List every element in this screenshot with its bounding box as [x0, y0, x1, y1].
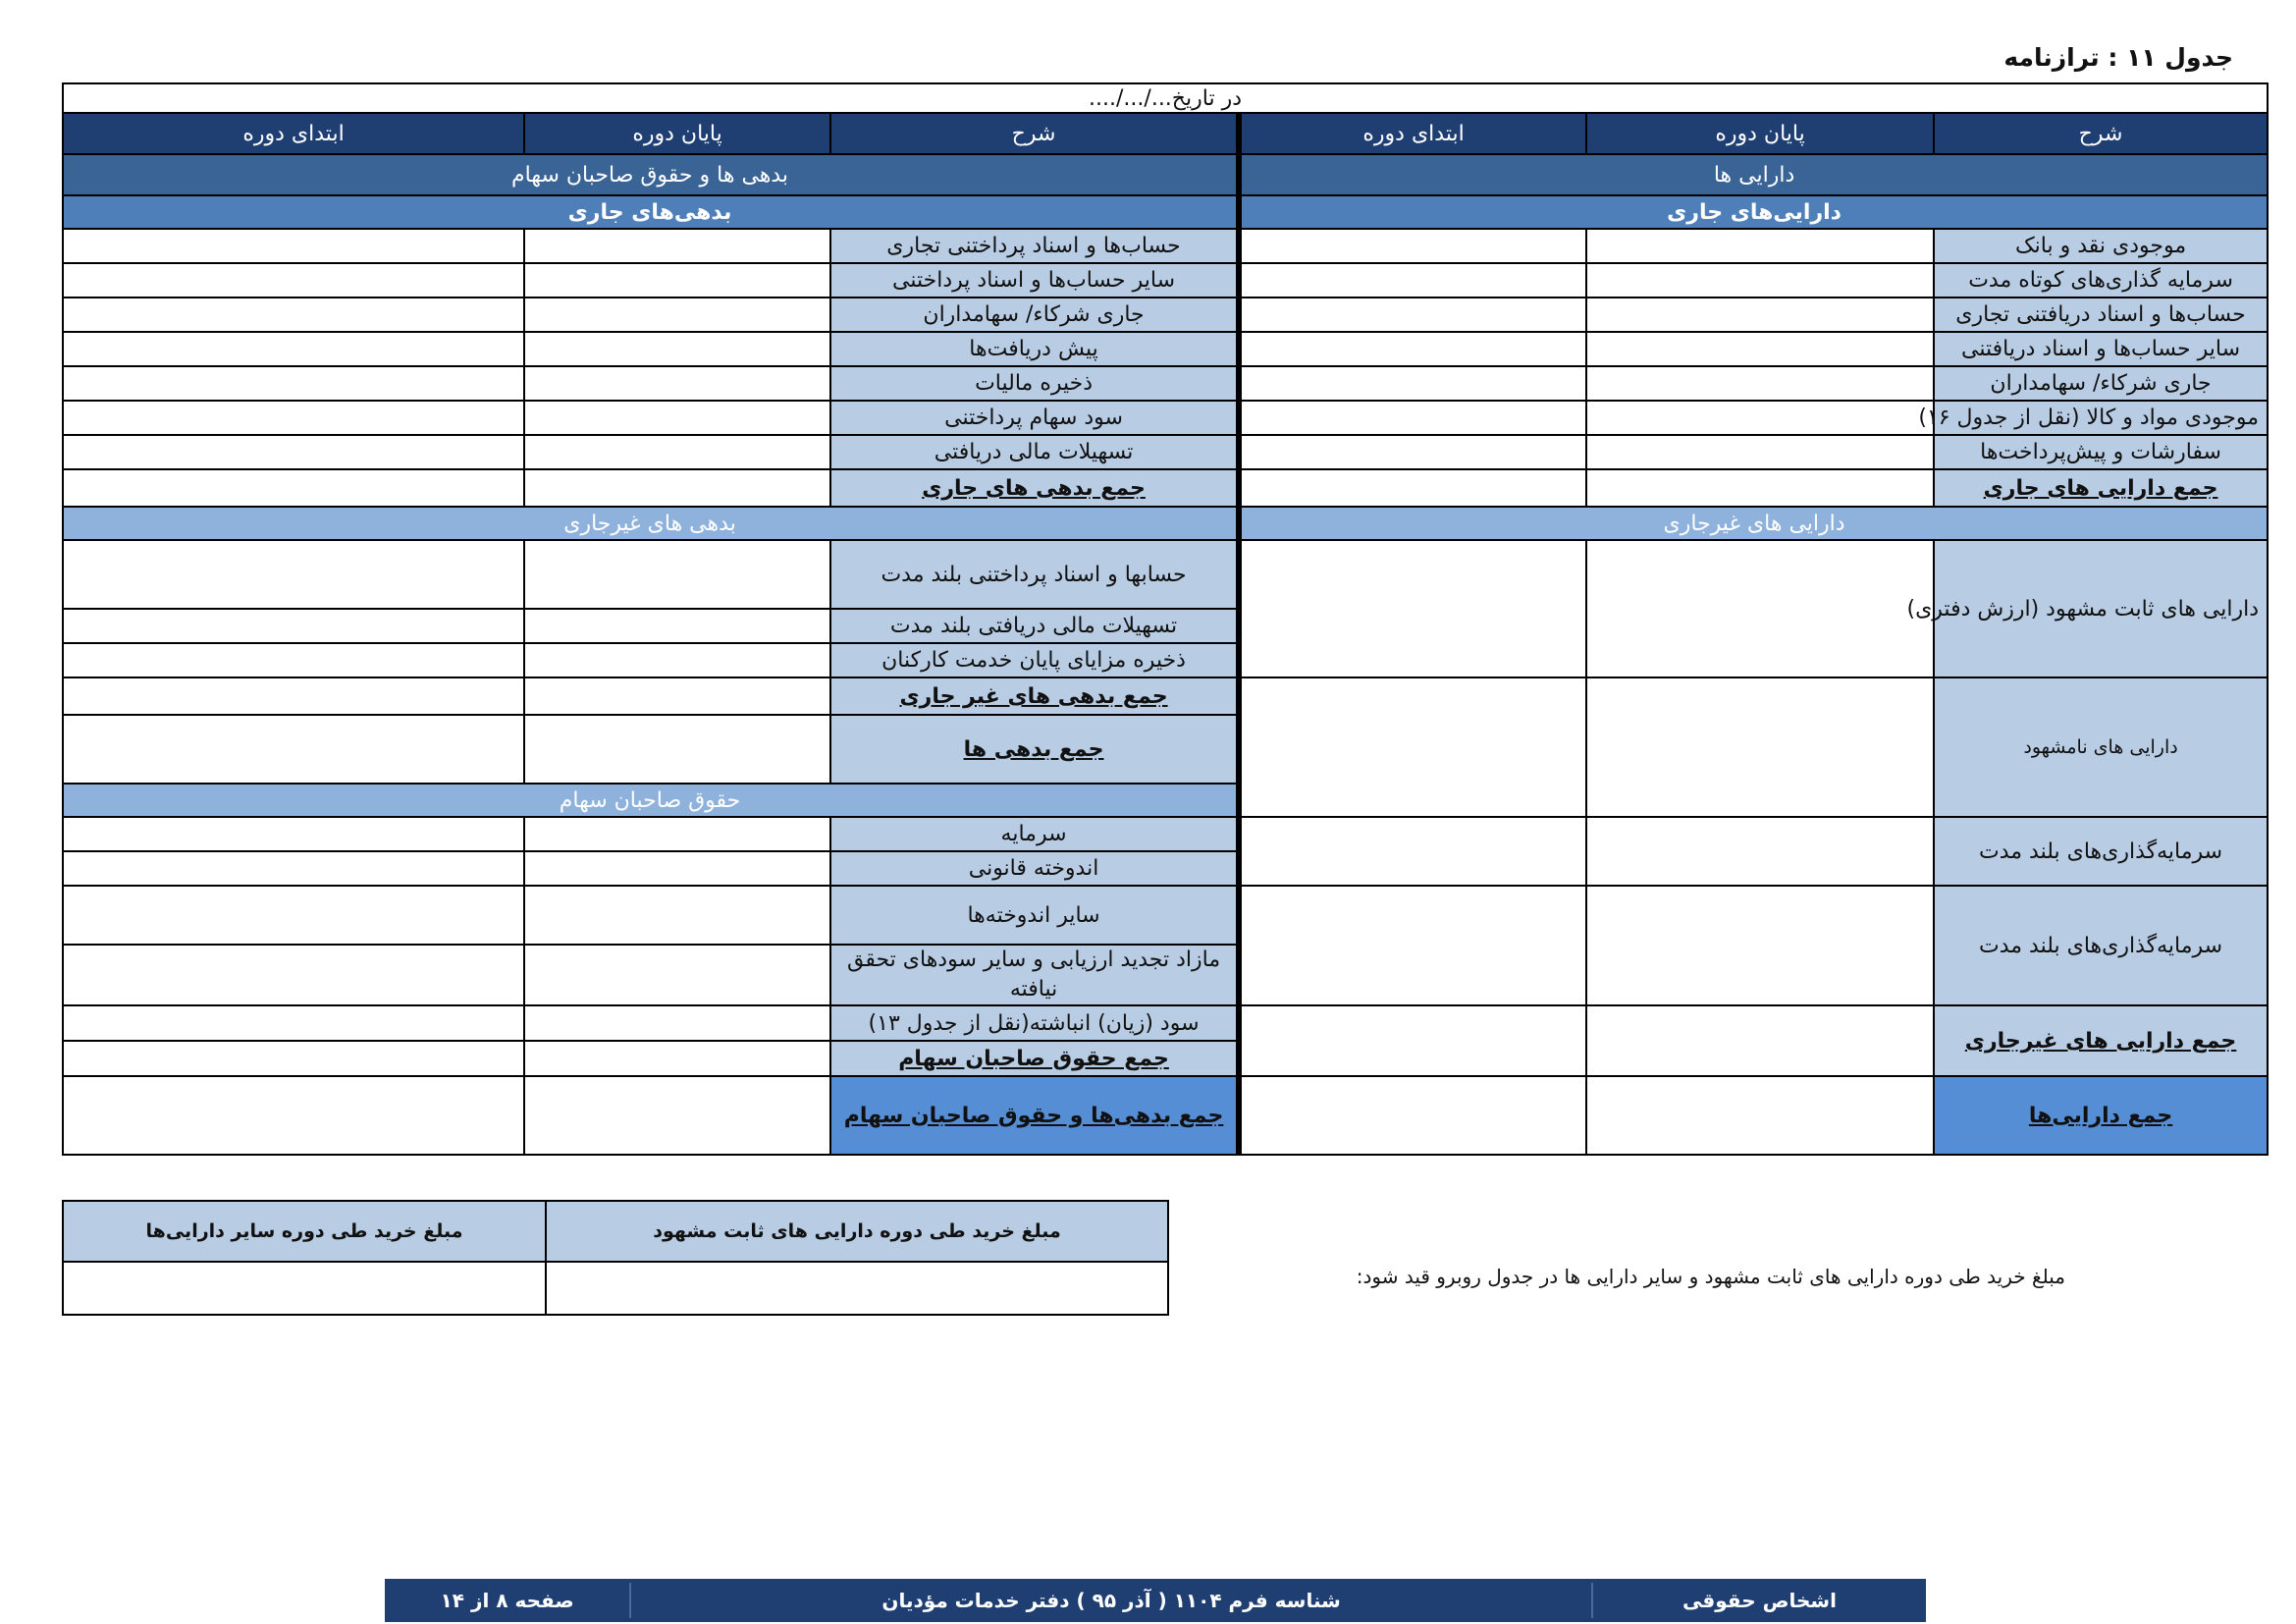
- purchase-note: مبلغ خرید طی دوره دارایی های ثابت مشهود و سایر دارایی ها در جدول روبرو قید شود:: [1356, 1265, 2065, 1288]
- value-cell[interactable]: [1586, 817, 1934, 886]
- value-cell[interactable]: [524, 263, 830, 298]
- asset-label: حساب‌ها و اسناد دریافتنی تجاری: [1934, 298, 2268, 332]
- value-cell[interactable]: [1586, 366, 1934, 401]
- value-cell[interactable]: [63, 298, 524, 332]
- value-cell[interactable]: [1586, 469, 1934, 507]
- table-row: [63, 229, 2268, 263]
- section-current-liabilities: بدهی‌های جاری: [63, 195, 1239, 229]
- value-cell[interactable]: [63, 540, 524, 609]
- value-cell[interactable]: [63, 609, 524, 643]
- value-cell[interactable]: [63, 1041, 524, 1076]
- date-line: در تاریخ.../.../....: [63, 83, 2268, 113]
- footer-form-id: شناسه فرم ۱۱۰۴ ( آذر ۹۵ ) دفتر خدمات مؤدیان: [629, 1583, 1591, 1618]
- header-assets-description: شرح: [1934, 113, 2268, 154]
- noncurrent-assets-total-label: جمع دارایی های غیرجاری: [1934, 1005, 2268, 1076]
- asset-label: موجودی نقد و بانک: [1934, 229, 2268, 263]
- value-cell[interactable]: [63, 886, 524, 945]
- liability-label: ذخیره مزایای پایان خدمت کارکنان: [830, 643, 1239, 677]
- value-cell[interactable]: [1586, 1076, 1934, 1155]
- value-cell[interactable]: [524, 945, 830, 1005]
- value-cell[interactable]: [63, 469, 524, 507]
- value-cell[interactable]: [1239, 886, 1586, 1005]
- value-cell[interactable]: [1239, 469, 1586, 507]
- value-cell[interactable]: [1239, 1005, 1586, 1076]
- balance-sheet-table: [62, 82, 2269, 1156]
- value-cell[interactable]: [1239, 366, 1586, 401]
- value-cell[interactable]: [1586, 540, 1934, 677]
- table-row: [63, 298, 2268, 332]
- value-cell[interactable]: [1586, 677, 1934, 817]
- value-cell[interactable]: [524, 609, 830, 643]
- page-title: جدول ۱۱ : ترازنامه: [2003, 43, 2233, 72]
- lt-investment-label: سرمایه‌گذاری‌های بلند مدت: [1934, 886, 2268, 1005]
- value-cell[interactable]: [1586, 401, 1934, 435]
- table-row: [63, 263, 2268, 298]
- value-cell[interactable]: [63, 263, 524, 298]
- value-cell[interactable]: [546, 1262, 1168, 1315]
- column-header-row: [63, 113, 2268, 154]
- value-cell[interactable]: [524, 366, 830, 401]
- value-cell[interactable]: [524, 643, 830, 677]
- section-equity: حقوق صاحبان سهام: [63, 784, 1239, 817]
- value-cell[interactable]: [1239, 332, 1586, 366]
- footer-page-number: صفحه ۸ از ۱۴: [440, 1589, 574, 1612]
- value-cell[interactable]: [63, 817, 524, 851]
- header-assets-start: ابتدای دوره: [1239, 113, 1586, 154]
- value-cell[interactable]: [524, 435, 830, 469]
- asset-label: سفارشات و پیش‌پرداخت‌ها: [1934, 435, 2268, 469]
- table-row: [63, 332, 2268, 366]
- subsection-row: [63, 195, 2268, 229]
- liability-label: پیش دریافت‌ها: [830, 332, 1239, 366]
- liability-label: سایر حساب‌ها و اسناد پرداختنی: [830, 263, 1239, 298]
- value-cell[interactable]: [524, 229, 830, 263]
- section-row: [63, 154, 2268, 195]
- value-cell[interactable]: [1586, 1005, 1934, 1076]
- current-liabilities-total-label: جمع بدهی های جاری: [830, 469, 1239, 507]
- table-row: [63, 1005, 2268, 1041]
- value-cell[interactable]: [524, 715, 830, 784]
- value-cell[interactable]: [524, 886, 830, 945]
- liability-label: جاری شرکاء/ سهامداران: [830, 298, 1239, 332]
- fixed-assets-purchase-header: مبلغ خرید طی دوره دارایی های ثابت مشهود: [546, 1201, 1168, 1262]
- date-row: [63, 83, 2268, 113]
- asset-label: موجودی مواد و کالا (نقل از جدول ۱۶): [1934, 401, 2268, 435]
- value-cell[interactable]: [63, 715, 524, 784]
- value-cell[interactable]: [1586, 886, 1934, 1005]
- purchase-table: [62, 1200, 1169, 1316]
- table-row: [63, 366, 2268, 401]
- purchase-header-row: [63, 1201, 1168, 1262]
- value-cell[interactable]: [63, 1076, 524, 1155]
- value-cell[interactable]: [63, 1005, 524, 1041]
- section-liabilities: بدهی ها و حقوق صاحبان سهام: [63, 154, 1239, 195]
- total-row: [63, 469, 2268, 507]
- lt-investment-label: سرمایه‌گذاری‌های بلند مدت: [1934, 817, 2268, 886]
- value-cell[interactable]: [63, 332, 524, 366]
- value-cell[interactable]: [1239, 817, 1586, 886]
- total-liabilities-label: جمع بدهی ها: [830, 715, 1239, 784]
- value-cell[interactable]: [524, 1041, 830, 1076]
- value-cell[interactable]: [524, 1076, 830, 1155]
- intangible-assets-label: دارایی های نامشهود: [1934, 677, 2268, 817]
- subsection-row: [63, 507, 2268, 540]
- value-cell[interactable]: [63, 435, 524, 469]
- table-row: [63, 886, 2268, 945]
- liability-label: حساب‌ها و اسناد پرداختنی تجاری: [830, 229, 1239, 263]
- value-cell[interactable]: [1239, 229, 1586, 263]
- section-noncurrent-liabilities: بدهی های غیرجاری: [63, 507, 1239, 540]
- value-cell[interactable]: [63, 851, 524, 886]
- value-cell[interactable]: [63, 677, 524, 715]
- value-cell[interactable]: [1239, 298, 1586, 332]
- table-row: [63, 435, 2268, 469]
- table-row: [63, 677, 2268, 715]
- value-cell[interactable]: [1239, 263, 1586, 298]
- equity-label: سرمایه: [830, 817, 1239, 851]
- purchase-value-row: [63, 1262, 1168, 1315]
- value-cell[interactable]: [524, 332, 830, 366]
- value-cell[interactable]: [524, 401, 830, 435]
- liability-label: ذخیره مالیات: [830, 366, 1239, 401]
- value-cell[interactable]: [1586, 298, 1934, 332]
- value-cell[interactable]: [524, 677, 830, 715]
- footer-entity: اشخاص حقوقی: [1591, 1583, 1926, 1618]
- value-cell[interactable]: [1239, 1076, 1586, 1155]
- equity-total-label: جمع حقوق صاحبان سهام: [830, 1041, 1239, 1076]
- value-cell[interactable]: [63, 1262, 546, 1315]
- value-cell[interactable]: [63, 229, 524, 263]
- noncurrent-liabilities-total-label: جمع بدهی های غیر جاری: [830, 677, 1239, 715]
- value-cell[interactable]: [63, 945, 524, 1005]
- header-liabilities-start: ابتدای دوره: [63, 113, 524, 154]
- section-noncurrent-assets: دارایی های غیرجاری: [1239, 507, 2268, 540]
- table-row: [63, 817, 2268, 851]
- liability-label: سود سهام پرداختنی: [830, 401, 1239, 435]
- liability-label: تسهیلات مالی دریافتی بلند مدت: [830, 609, 1239, 643]
- asset-label: جاری شرکاء/ سهامداران: [1934, 366, 2268, 401]
- total-assets-label: جمع دارایی‌ها: [1934, 1076, 2268, 1155]
- header-liabilities-end: پایان دوره: [524, 113, 830, 154]
- value-cell[interactable]: [63, 401, 524, 435]
- value-cell[interactable]: [524, 851, 830, 886]
- value-cell[interactable]: [1586, 263, 1934, 298]
- grand-total-row: [63, 1076, 2268, 1155]
- value-cell[interactable]: [1586, 332, 1934, 366]
- value-cell[interactable]: [1239, 540, 1586, 677]
- fixed-assets-label: دارایی های ثابت مشهود (ارزش دفتری): [1934, 540, 2268, 677]
- value-cell[interactable]: [1586, 435, 1934, 469]
- value-cell[interactable]: [524, 298, 830, 332]
- equity-label: سود (زیان) انباشته(نقل از جدول ۱۳): [830, 1005, 1239, 1041]
- header-assets-end: پایان دوره: [1586, 113, 1934, 154]
- equity-label: مازاد تجدید ارزیابی و سایر سودهای تحقق نیافته: [830, 945, 1239, 1005]
- equity-label: سایر اندوخته‌ها: [830, 886, 1239, 945]
- value-cell[interactable]: [524, 540, 830, 609]
- value-cell[interactable]: [63, 643, 524, 677]
- value-cell[interactable]: [1239, 677, 1586, 817]
- page-footer: [385, 1579, 1926, 1622]
- value-cell[interactable]: [524, 817, 830, 851]
- liability-label: تسهیلات مالی دریافتی: [830, 435, 1239, 469]
- value-cell[interactable]: [63, 366, 524, 401]
- equity-label: اندوخته قانونی: [830, 851, 1239, 886]
- section-assets: دارایی ها: [1239, 154, 2268, 195]
- asset-label: سرمایه گذاری‌های کوتاه مدت: [1934, 263, 2268, 298]
- header-liabilities-description: شرح: [830, 113, 1239, 154]
- total-liabilities-equity-label: جمع بدهی‌ها و حقوق صاحبان سهام: [830, 1076, 1239, 1155]
- table-row: [63, 401, 2268, 435]
- other-assets-purchase-header: مبلغ خرید طی دوره سایر دارایی‌ها: [63, 1201, 546, 1262]
- value-cell[interactable]: [1239, 401, 1586, 435]
- current-assets-total-label: جمع دارایی های جاری: [1934, 469, 2268, 507]
- asset-label: سایر حساب‌ها و اسناد دریافتنی: [1934, 332, 2268, 366]
- section-current-assets: دارایی‌های جاری: [1239, 195, 2268, 229]
- value-cell[interactable]: [1239, 435, 1586, 469]
- liability-label: حسابها و اسناد پرداختنی بلند مدت: [830, 540, 1239, 609]
- value-cell[interactable]: [524, 469, 830, 507]
- value-cell[interactable]: [1586, 229, 1934, 263]
- table-row: [63, 540, 2268, 609]
- value-cell[interactable]: [524, 1005, 830, 1041]
